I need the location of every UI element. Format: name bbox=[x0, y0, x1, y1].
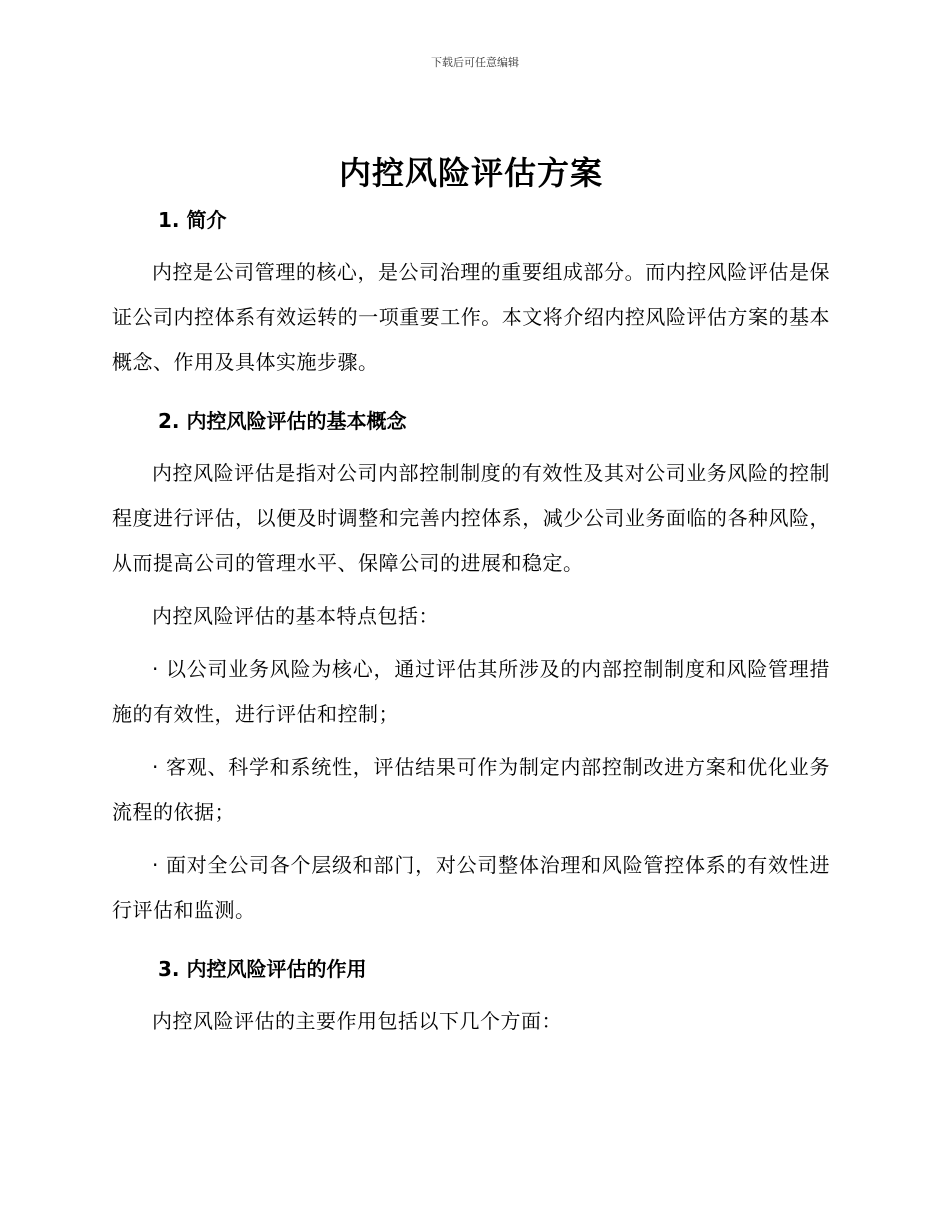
section-heading-role: 3. 内控风险评估的作用 bbox=[158, 957, 367, 981]
bullet-item: · 面对全公司各个层级和部门，对公司整体治理和风险管控体系的有效性进行评估和监测。 bbox=[112, 853, 830, 922]
bullet-item: · 客观、科学和系统性，评估结果可作为制定内部控制改进方案和优化业务流程的依据； bbox=[112, 755, 830, 824]
section-heading-intro: 1. 简介 bbox=[158, 208, 227, 232]
paragraph: 内控风险评估的基本特点包括： bbox=[152, 604, 439, 628]
section-heading-concept: 2. 内控风险评估的基本概念 bbox=[158, 409, 407, 433]
paragraph: 内控风险评估是指对公司内部控制制度的有效性及其对公司业务风险的控制程度进行评估，以便及时调整和完善内控体系，减少公司业务面临的各种风险，从而提高公司的管理水平、保障公司的进展和稳定。 bbox=[112, 461, 830, 575]
bullet-item: · 以公司业务风险为核心，通过评估其所涉及的内部控制制度和风险管理措施的有效性，进行评估和控制； bbox=[112, 657, 830, 726]
document-title: 内控风险评估方案 bbox=[338, 154, 603, 192]
paragraph: 内控风险评估的主要作用包括以下几个方面： bbox=[152, 1009, 562, 1033]
document-body bbox=[112, 148, 830, 1044]
paragraph: 内控是公司管理的核心，是公司治理的重要组成部分。而内控风险评估是保证公司内控体系有效运转的一项重要工作。本文将介绍内控风险评估方案的基本概念、作用及具体实施步骤。 bbox=[112, 260, 830, 374]
header-note: 下载后可任意编辑 bbox=[431, 56, 519, 69]
